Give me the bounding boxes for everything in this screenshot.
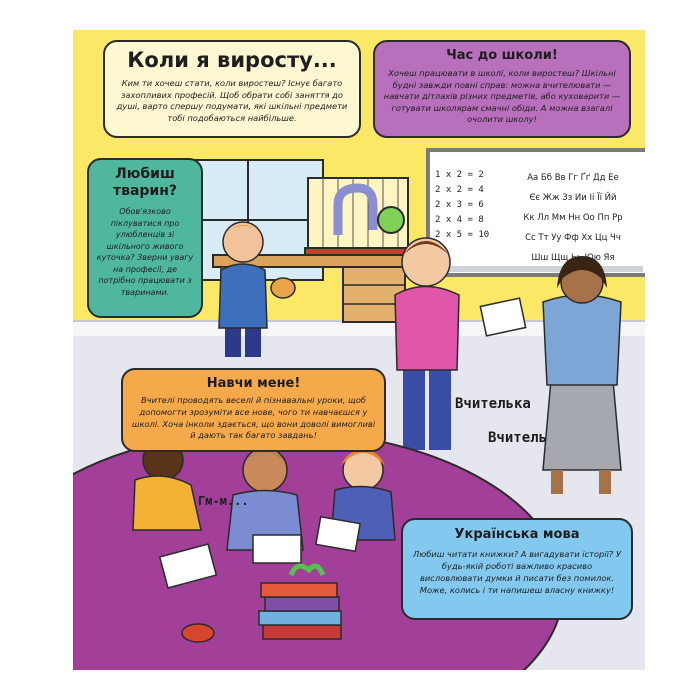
language-heading: Українська мова [454, 527, 580, 542]
hamster-cage [305, 178, 411, 262]
alphabet-line: Кк Лл Мм Нн Оо Пп Рр [523, 213, 623, 223]
animals-text: Обов'язково піклуватися про улюбленців зі шкільного живого куточка? Зверни увагу на професії, де потрібно працювати з тваринами. [96, 207, 194, 297]
animals-heading-line1: Любиш [115, 166, 175, 182]
teach-text: Вчителі проводять веселі й пізнавальні уроки, щоб допомогти зрозуміти все нове, чого ти навчаєшся у школі. Хоча інколи здається, що вони доволі вимогливі й дають так багато завдань! [131, 395, 376, 441]
language-box [401, 518, 633, 620]
title-box [103, 40, 361, 138]
math-line: 2 x 4 = 8 [435, 215, 484, 225]
male-teacher-label: Вчитель [488, 430, 548, 446]
book-page [73, 30, 645, 670]
alphabet-line: Єє Жж Зз Ии Іі Її Йй [529, 193, 617, 203]
female-teacher-label: Вчителька [455, 396, 531, 412]
teach-box [121, 368, 386, 452]
alphabet-line: Аа Бб Вв Гг Ґґ Дд Ее [527, 173, 619, 183]
math-line: 1 x 2 = 2 [435, 170, 484, 180]
blackboard-math [435, 168, 495, 243]
school-text: Хочеш працювати в школі, коли виростеш? Шкільні будні завжди повні справ: можна вчителювати — навчати дітлахів різних предметів, або куховарити — готувати школярам смачні обіди. А можна взагалі очолити школу! [383, 68, 621, 124]
blackboard-alphabet [503, 168, 643, 268]
alphabet-line: Сс Тт Уу Фф Хх Цц Чч [525, 233, 621, 243]
female-teacher [543, 256, 621, 494]
page-title: Коли я виросту... [127, 48, 337, 72]
teach-heading: Навчи мене! [206, 376, 301, 391]
alphabet-line: Шш Щщ Ьь Юю Яя [531, 253, 615, 263]
hmm-label: Гм-м... [198, 494, 249, 508]
title-text: Ким ти хочеш стати, коли виростеш? Існує багато захопливих професій. Щоб обрати собі заняття до душі, варто спершу подумати, які шкільні предмети тобі подобаються найбільше. [116, 78, 348, 123]
math-line: 2 x 3 = 6 [435, 200, 484, 210]
math-line: 2 x 5 = 10 [435, 230, 490, 240]
animals-heading-line2: тварин? [112, 183, 178, 199]
school-box [373, 40, 631, 138]
animals-box [87, 158, 203, 318]
school-heading: Час до школи! [446, 48, 558, 63]
language-text: Любиш читати книжки? А вигадувати історії? У будь-якій роботі важливо красиво висловлювати думки й писати без помилок. Може, колись і ти напишеш власну книжку! [412, 549, 622, 595]
math-line: 2 x 2 = 4 [435, 185, 484, 195]
